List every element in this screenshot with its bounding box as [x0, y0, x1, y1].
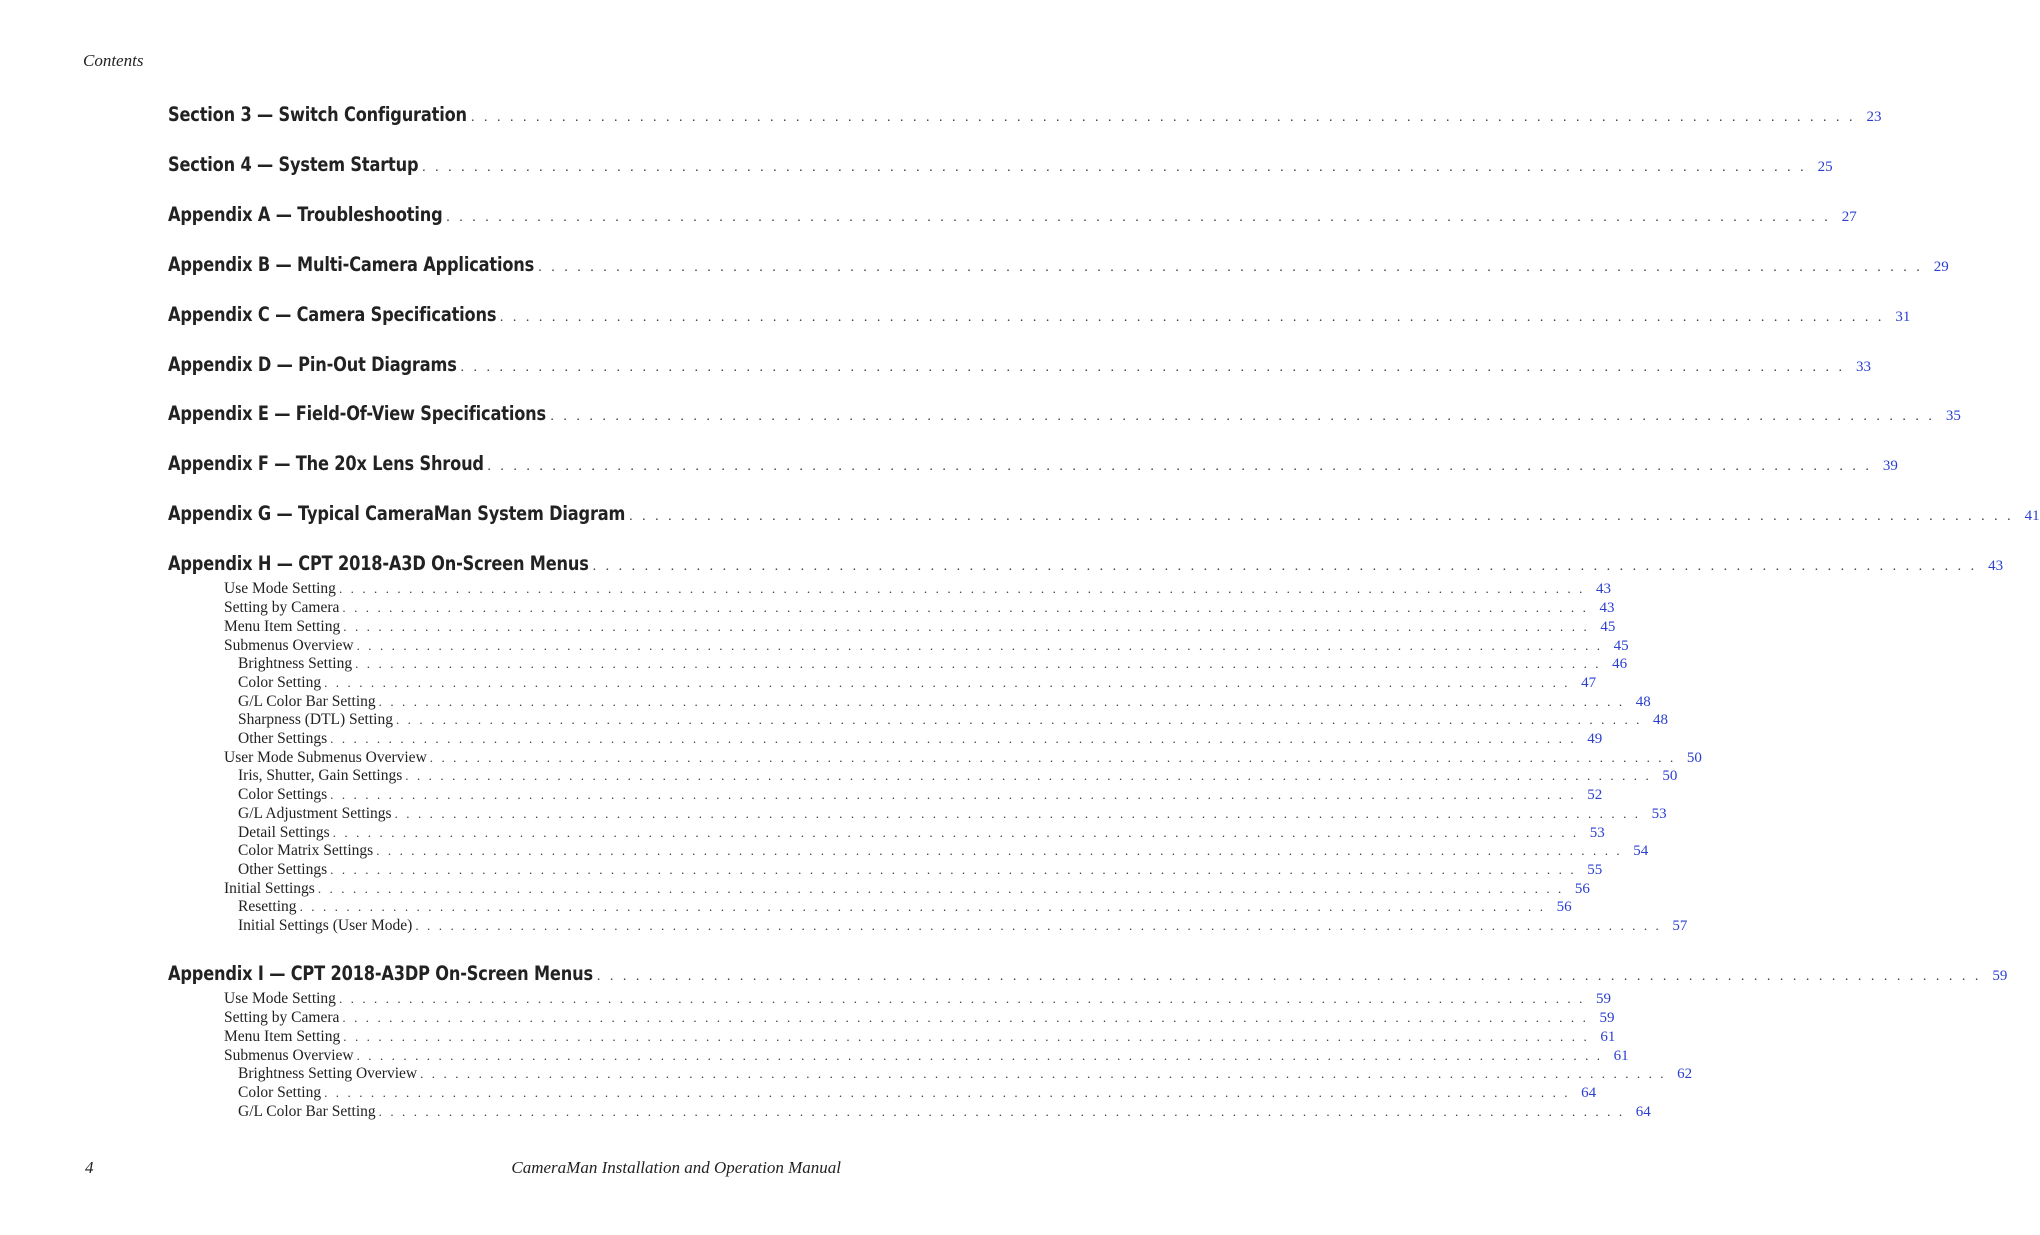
toc-entry[interactable]	[238, 805, 1667, 823]
toc-page-link[interactable]: 53	[1589, 825, 1605, 841]
toc-entry[interactable]	[224, 1028, 1616, 1046]
manual-title: CameraMan Installation and Operation Manual	[511, 1158, 841, 1177]
toc-page-link[interactable]: 46	[1612, 656, 1628, 672]
toc-page-link[interactable]: 50	[1662, 768, 1678, 784]
toc-page-link[interactable]: 62	[1677, 1066, 1693, 1082]
dot-leader: . . . . . . . . . . . . . . . . . . . . . . . . . . . . . . . . . . . . . . . . . . . . . . . . . . . . . . . . . . . . . . . . . . . . . . . . . . . . . . . . . . . . . . . . . . . . . . . . . . . . . . . . . . .	[330, 731, 1577, 746]
dot-leader: . . . . . . . . . . . . . . . . . . . . . . . . . . . . . . . . . . . . . . . . . . . . . . . . . . . . . . . . . . . . . . . . . . . . . . . . . . . . . . . . . . . . . . . . . . . . . . . . . . . . . . . . . . .	[356, 638, 1603, 653]
toc-section-entry[interactable]	[168, 962, 2008, 985]
running-head: Contents	[83, 51, 144, 70]
toc-entry-title: Detail Settings	[238, 824, 330, 841]
toc-section-entry[interactable]	[168, 502, 2040, 525]
toc-entry-title: Other Settings	[238, 861, 328, 878]
dot-leader: . . . . . . . . . . . . . . . . . . . . . . . . . . . . . . . . . . . . . . . . . . . . . . . . . . . . . . . . . . . . . . . . . . . . . . . . . . . . . . . . . . . . . . . . . . . . . . . . . . . . . . . . . . .	[343, 619, 1590, 634]
toc-entry-title: Menu Item Setting	[224, 618, 341, 635]
toc-page-link[interactable]: 53	[1651, 806, 1667, 822]
dot-leader: . . . . . . . . . . . . . . . . . . . . . . . . . . . . . . . . . . . . . . . . . . . . . . . . . . . . . . . . . . . . . . . . . . . . . . . . . . . . . . . . . . . . . . . . . . . . . . . . . . . . . . . . . . .	[343, 1029, 1590, 1044]
toc-entry-title: Setting by Camera	[224, 599, 340, 616]
toc-section-title: Appendix G — Typical CameraMan System Diagram	[168, 502, 626, 525]
toc-entry[interactable]	[238, 1084, 1597, 1102]
toc-page-link[interactable]: 43	[1596, 581, 1611, 597]
dot-leader: . . . . . . . . . . . . . . . . . . . . . . . . . . . . . . . . . . . . . . . . . . . . . . . . . . . . . . . . . . . . . . . . . . . . . . . . . . . . . . . . . . . . . . . . . . . . . . . . . . . . . . . . . . .	[395, 712, 1643, 727]
toc-entry-title: Brightness Setting Overview	[238, 1065, 418, 1082]
toc-page-link[interactable]: 54	[1633, 843, 1649, 859]
dot-leader: . . . . . . . . . . . . . . . . . . . . . . . . . . . . . . . . . . . . . . . . . . . . . . . . . . . . . . . . . . . . . . . . . . . . . . . . . . . . . . . . . . . . . . . . . . . . . . . . . . . . . . . . . . .	[415, 918, 1662, 933]
toc-entry[interactable]	[238, 767, 1678, 785]
toc-section-entry[interactable]	[168, 353, 1871, 376]
toc-section-entry[interactable]	[168, 203, 1857, 226]
toc-entry-title: Color Matrix Settings	[238, 842, 374, 859]
toc-entry[interactable]	[238, 898, 1572, 916]
toc-section-title: Appendix D — Pin-Out Diagrams	[168, 353, 457, 376]
toc-entry-title: Iris, Shutter, Gain Settings	[238, 767, 403, 784]
dot-leader: . . . . . . . . . . . . . . . . . . . . . . . . . . . . . . . . . . . . . . . . . . . . . . . . . . . . . . . . . . . . . . . . . . . . . . . . . . . . . . . . . . . . . . . . . . . . . . . . . . . . . . . . . . .	[499, 310, 1885, 325]
toc-section-entry[interactable]	[168, 303, 1911, 326]
dot-leader: . . . . . . . . . . . . . . . . . . . . . . . . . . . . . . . . . . . . . . . . . . . . . . . . . . . . . . . . . . . . . . . . . . . . . . . . . . . . . . . . . . . . . . . . . . . . . . . . . . . . . . . . . . .	[324, 675, 1571, 690]
toc-page-link[interactable]: 31	[1895, 309, 1911, 325]
toc-entry[interactable]	[224, 749, 1702, 767]
toc-entry-title: Sharpness (DTL) Setting	[238, 711, 393, 728]
toc-entry-title: Use Mode Setting	[224, 990, 336, 1007]
toc-entry[interactable]	[224, 990, 1611, 1008]
dot-leader: . . . . . . . . . . . . . . . . . . . . . . . . . . . . . . . . . . . . . . . . . . . . . . . . . . . . . . . . . . . . . . . . . . . . . . . . . . . . . . . . . . . . . . . . . . . . . . . . . . . . . . . . . . .	[378, 694, 1625, 709]
dot-leader: . . . . . . . . . . . . . . . . . . . . . . . . . . . . . . . . . . . . . . . . . . . . . . . . . . . . . . . . . . . . . . . . . . . . . . . . . . . . . . . . . . . . . . . . . . . . . . . . . . . . . . . . . . .	[429, 750, 1676, 765]
toc-entry[interactable]	[238, 674, 1597, 692]
dot-leader: . . . . . . . . . . . . . . . . . . . . . . . . . . . . . . . . . . . . . . . . . . . . . . . . . . . . . . . . . . . . . . . . . . . . . . . . . . . . . . . . . . . . . . . . . . . . . . . . . . . . . . . . . . .	[422, 160, 1807, 175]
toc-page-link[interactable]: 43	[1599, 600, 1615, 616]
toc-page-link[interactable]: 25	[1817, 159, 1833, 175]
toc-entry[interactable]	[238, 1065, 1693, 1083]
toc-entry-title: Initial Settings	[224, 880, 315, 897]
toc-page-link[interactable]: 64	[1635, 1104, 1651, 1120]
toc-entry[interactable]	[238, 842, 1649, 860]
dot-leader: . . . . . . . . . . . . . . . . . . . . . . . . . . . . . . . . . . . . . . . . . . . . . . . . . . . . . . . . . . . . . . . . . . . . . . . . . . . . . . . . . . . . . . . . . . . . . . . . . . . . . . . . . . .	[332, 825, 1579, 840]
toc-page-link[interactable]: 49	[1587, 731, 1603, 747]
toc-page-link[interactable]: 56	[1556, 899, 1572, 915]
toc-entry[interactable]	[238, 917, 1688, 935]
toc-entry[interactable]	[238, 786, 1603, 804]
dot-leader: . . . . . . . . . . . . . . . . . . . . . . . . . . . . . . . . . . . . . . . . . . . . . . . . . . . . . . . . . . . . . . . . . . . . . . . . . . . . . . . . . . . . . . . . . . . . . . . . . . . . . . . . . . .	[356, 1048, 1603, 1063]
toc-section-title: Appendix E — Field-Of-View Specifications	[168, 402, 546, 425]
toc-entry[interactable]	[238, 730, 1603, 748]
toc-page-link[interactable]: 41	[2024, 508, 2040, 524]
toc-entry-title: User Mode Submenus Overview	[224, 749, 427, 766]
toc-entry-title: Brightness Setting	[238, 655, 353, 672]
toc-page-link[interactable]: 29	[1933, 259, 1949, 275]
toc-page-link[interactable]: 56	[1574, 881, 1590, 897]
toc-page-link[interactable]: 59	[1599, 1010, 1615, 1026]
toc-section-entry[interactable]	[168, 402, 1961, 425]
toc-page-link[interactable]: 43	[1988, 558, 2004, 574]
toc-entry-title: Color Setting	[238, 674, 322, 691]
toc-entry-title: Use Mode Setting	[224, 580, 336, 597]
toc-entry[interactable]	[224, 618, 1616, 636]
toc-page-link[interactable]: 48	[1653, 712, 1669, 728]
toc-entry[interactable]	[238, 1103, 1651, 1121]
dot-leader: . . . . . . . . . . . . . . . . . . . . . . . . . . . . . . . . . . . . . . . . . . . . . . . . . . . . . . . . . . . . . . . . . . . . . . . . . . . . . . . . . . . . . . . . . . . . . . . . . . . . . . . . . . .	[596, 969, 1982, 984]
dot-leader: . . . . . . . . . . . . . . . . . . . . . . . . . . . . . . . . . . . . . . . . . . . . . . . . . . . . . . . . . . . . . . . . . . . . . . . . . . . . . . . . . . . . . . . . . . . . . . . . . . . . . . . . . . .	[550, 409, 1935, 424]
dot-leader: . . . . . . . . . . . . . . . . . . . . . . . . . . . . . . . . . . . . . . . . . . . . . . . . . . . . . . . . . . . . . . . . . . . . . . . . . . . . . . . . . . . . . . . . . . . . . . . . . . . . . . . . . . .	[405, 768, 1652, 783]
toc-page-link[interactable]: 33	[1856, 359, 1871, 375]
dot-leader: . . . . . . . . . . . . . . . . . . . . . . . . . . . . . . . . . . . . . . . . . . . . . . . . . . . . . . . . . . . . . . . . . . . . . . . . . . . . . . . . . . . . . . . . . . . . . . . . . . . . . . . . . . .	[338, 991, 1585, 1006]
toc-section-entry[interactable]	[168, 452, 1898, 475]
toc-entry-title: Menu Item Setting	[224, 1028, 341, 1045]
toc-page-link[interactable]: 61	[1613, 1048, 1629, 1064]
toc-section-title: Appendix H — CPT 2018-A3D On-Screen Menus	[168, 552, 589, 575]
dot-leader: . . . . . . . . . . . . . . . . . . . . . . . . . . . . . . . . . . . . . . . . . . . . . . . . . . . . . . . . . . . . . . . . . . . . . . . . . . . . . . . . . . . . . . . . . . . . . . . . . . . . . . . . . . .	[324, 1085, 1571, 1100]
toc-page-link[interactable]: 45	[1613, 638, 1629, 654]
toc-entry-title: Setting by Camera	[224, 1009, 340, 1026]
toc-entry[interactable]	[224, 599, 1615, 617]
toc-section-title: Appendix F — The 20x Lens Shroud	[168, 452, 484, 475]
toc-entry[interactable]	[224, 1047, 1629, 1065]
toc-section-entry[interactable]	[168, 153, 1833, 176]
toc-section-title: Appendix A — Troubleshooting	[168, 203, 443, 226]
toc-section-entry[interactable]	[168, 253, 1949, 276]
toc-entry[interactable]	[224, 580, 1611, 598]
dot-leader: . . . . . . . . . . . . . . . . . . . . . . . . . . . . . . . . . . . . . . . . . . . . . . . . . . . . . . . . . . . . . . . . . . . . . . . . . . . . . . . . . . . . . . . . . . . . . . . . . . . . . . . . . . .	[538, 260, 1923, 275]
toc-entry[interactable]	[238, 655, 1628, 673]
toc-page-link[interactable]: 23	[1866, 109, 1882, 125]
toc-page-link[interactable]: 27	[1841, 209, 1857, 225]
toc-page-link[interactable]: 50	[1686, 750, 1702, 766]
dot-leader: . . . . . . . . . . . . . . . . . . . . . . . . . . . . . . . . . . . . . . . . . . . . . . . . . . . . . . . . . . . . . . . . . . . . . . . . . . . . . . . . . . . . . . . . . . . . . . . . . . . . . . . . . . .	[342, 1010, 1589, 1025]
dot-leader: . . . . . . . . . . . . . . . . . . . . . . . . . . . . . . . . . . . . . . . . . . . . . . . . . . . . . . . . . . . . . . . . . . . . . . . . . . . . . . . . . . . . . . . . . . . . . . . . . . . . . . . . . . .	[338, 581, 1585, 596]
toc-entry-title: Resetting	[238, 898, 297, 915]
toc-page-link[interactable]: 59	[1992, 968, 2008, 984]
toc-page-link[interactable]: 61	[1600, 1029, 1616, 1045]
dot-leader: . . . . . . . . . . . . . . . . . . . . . . . . . . . . . . . . . . . . . . . . . . . . . . . . . . . . . . . . . . . . . . . . . . . . . . . . . . . . . . . . . . . . . . . . . . . . . . . . . . . . . . . . . . .	[330, 862, 1577, 877]
toc-entry[interactable]	[238, 711, 1669, 729]
dot-leader: . . . . . . . . . . . . . . . . . . . . . . . . . . . . . . . . . . . . . . . . . . . . . . . . . . . . . . . . . . . . . . . . . . . . . . . . . . . . . . . . . . . . . . . . . . . . . . . . . . . . . . . . . . .	[378, 1104, 1625, 1119]
toc-section-title: Section 4 — System Startup	[168, 153, 419, 176]
toc-section-entry[interactable]	[168, 103, 1882, 126]
toc-page-link[interactable]: 45	[1600, 619, 1616, 635]
dot-leader: . . . . . . . . . . . . . . . . . . . . . . . . . . . . . . . . . . . . . . . . . . . . . . . . . . . . . . . . . . . . . . . . . . . . . . . . . . . . . . . . . . . . . . . . . . . . . . . . . . . . . . . . . . .	[487, 459, 1872, 474]
toc-entry-title: Color Setting	[238, 1084, 322, 1101]
toc-page-link[interactable]: 47	[1581, 675, 1597, 691]
dot-leader: . . . . . . . . . . . . . . . . . . . . . . . . . . . . . . . . . . . . . . . . . . . . . . . . . . . . . . . . . . . . . . . . . . . . . . . . . . . . . . . . . . . . . . . . . . . . . . . . . . . . . . . . . . .	[299, 899, 1546, 914]
toc-entry-title: Color Settings	[238, 786, 328, 803]
toc-entry-title: Initial Settings (User Mode)	[238, 917, 413, 934]
toc-entry-title: Submenus Overview	[224, 637, 354, 654]
toc-page-link[interactable]: 48	[1635, 694, 1651, 710]
dot-leader: . . . . . . . . . . . . . . . . . . . . . . . . . . . . . . . . . . . . . . . . . . . . . . . . . . . . . . . . . . . . . . . . . . . . . . . . . . . . . . . . . . . . . . . . . . . . . . . . . . . . . . . . . . .	[355, 656, 1602, 671]
toc-section-title: Appendix C — Camera Specifications	[168, 303, 497, 326]
toc-page-link[interactable]: 64	[1581, 1085, 1597, 1101]
toc-entry[interactable]	[224, 880, 1590, 898]
toc-entry[interactable]	[238, 693, 1651, 711]
dot-leader: . . . . . . . . . . . . . . . . . . . . . . . . . . . . . . . . . . . . . . . . . . . . . . . . . . . . . . . . . . . . . . . . . . . . . . . . . . . . . . . . . . . . . . . . . . . . . . . . . . . . . . . . . . .	[394, 806, 1641, 821]
toc-entry[interactable]	[224, 1009, 1615, 1027]
toc-page-link[interactable]: 57	[1672, 918, 1688, 934]
toc-entry[interactable]	[238, 861, 1603, 879]
toc-entry-title: G/L Color Bar Setting	[238, 693, 376, 710]
toc-section-title: Appendix I — CPT 2018-A3DP On-Screen Menus	[168, 962, 593, 985]
toc-section-title: Section 3 — Switch Configuration	[168, 103, 467, 126]
dot-leader: . . . . . . . . . . . . . . . . . . . . . . . . . . . . . . . . . . . . . . . . . . . . . . . . . . . . . . . . . . . . . . . . . . . . . . . . . . . . . . . . . . . . . . . . . . . . . . . . . . . . . . . . . . .	[460, 360, 1845, 375]
toc-entry[interactable]	[224, 637, 1629, 655]
toc-section-entry[interactable]	[168, 552, 2004, 575]
toc-page-link[interactable]: 59	[1596, 991, 1611, 1007]
dot-leader: . . . . . . . . . . . . . . . . . . . . . . . . . . . . . . . . . . . . . . . . . . . . . . . . . . . . . . . . . . . . . . . . . . . . . . . . . . . . . . . . . . . . . . . . . . . . . . . . . . . . . . . . . . .	[471, 110, 1856, 125]
dot-leader: . . . . . . . . . . . . . . . . . . . . . . . . . . . . . . . . . . . . . . . . . . . . . . . . . . . . . . . . . . . . . . . . . . . . . . . . . . . . . . . . . . . . . . . . . . . . . . . . . . . . . . . . . . .	[629, 509, 2014, 524]
toc-entry-title: Other Settings	[238, 730, 328, 747]
toc-page-link[interactable]: 55	[1587, 862, 1603, 878]
dot-leader: . . . . . . . . . . . . . . . . . . . . . . . . . . . . . . . . . . . . . . . . . . . . . . . . . . . . . . . . . . . . . . . . . . . . . . . . . . . . . . . . . . . . . . . . . . . . . . . . . . . . . . . . . . .	[317, 881, 1564, 896]
toc-page-link[interactable]: 39	[1882, 458, 1898, 474]
dot-leader: . . . . . . . . . . . . . . . . . . . . . . . . . . . . . . . . . . . . . . . . . . . . . . . . . . . . . . . . . . . . . . . . . . . . . . . . . . . . . . . . . . . . . . . . . . . . . . . . . . . . . . . . . . .	[376, 843, 1623, 858]
toc-entry-title: G/L Adjustment Settings	[238, 805, 392, 822]
dot-leader: . . . . . . . . . . . . . . . . . . . . . . . . . . . . . . . . . . . . . . . . . . . . . . . . . . . . . . . . . . . . . . . . . . . . . . . . . . . . . . . . . . . . . . . . . . . . . . . . . . . . . . . . . . .	[342, 600, 1589, 615]
toc-entry[interactable]	[238, 824, 1605, 842]
dot-leader: . . . . . . . . . . . . . . . . . . . . . . . . . . . . . . . . . . . . . . . . . . . . . . . . . . . . . . . . . . . . . . . . . . . . . . . . . . . . . . . . . . . . . . . . . . . . . . . . . . . . . . . . . . .	[446, 210, 1831, 225]
toc-page-link[interactable]: 35	[1945, 408, 1961, 424]
dot-leader: . . . . . . . . . . . . . . . . . . . . . . . . . . . . . . . . . . . . . . . . . . . . . . . . . . . . . . . . . . . . . . . . . . . . . . . . . . . . . . . . . . . . . . . . . . . . . . . . . . . . . . . . . . .	[420, 1066, 1667, 1081]
dot-leader: . . . . . . . . . . . . . . . . . . . . . . . . . . . . . . . . . . . . . . . . . . . . . . . . . . . . . . . . . . . . . . . . . . . . . . . . . . . . . . . . . . . . . . . . . . . . . . . . . . . . . . . . . . .	[592, 559, 1978, 574]
page-number: 4	[85, 1158, 94, 1177]
toc-entry-title: Submenus Overview	[224, 1047, 354, 1064]
toc-page-link[interactable]: 52	[1587, 787, 1603, 803]
dot-leader: . . . . . . . . . . . . . . . . . . . . . . . . . . . . . . . . . . . . . . . . . . . . . . . . . . . . . . . . . . . . . . . . . . . . . . . . . . . . . . . . . . . . . . . . . . . . . . . . . . . . . . . . . . .	[330, 787, 1577, 802]
toc-section-title: Appendix B — Multi-Camera Applications	[168, 253, 535, 276]
toc-entry-title: G/L Color Bar Setting	[238, 1103, 376, 1120]
